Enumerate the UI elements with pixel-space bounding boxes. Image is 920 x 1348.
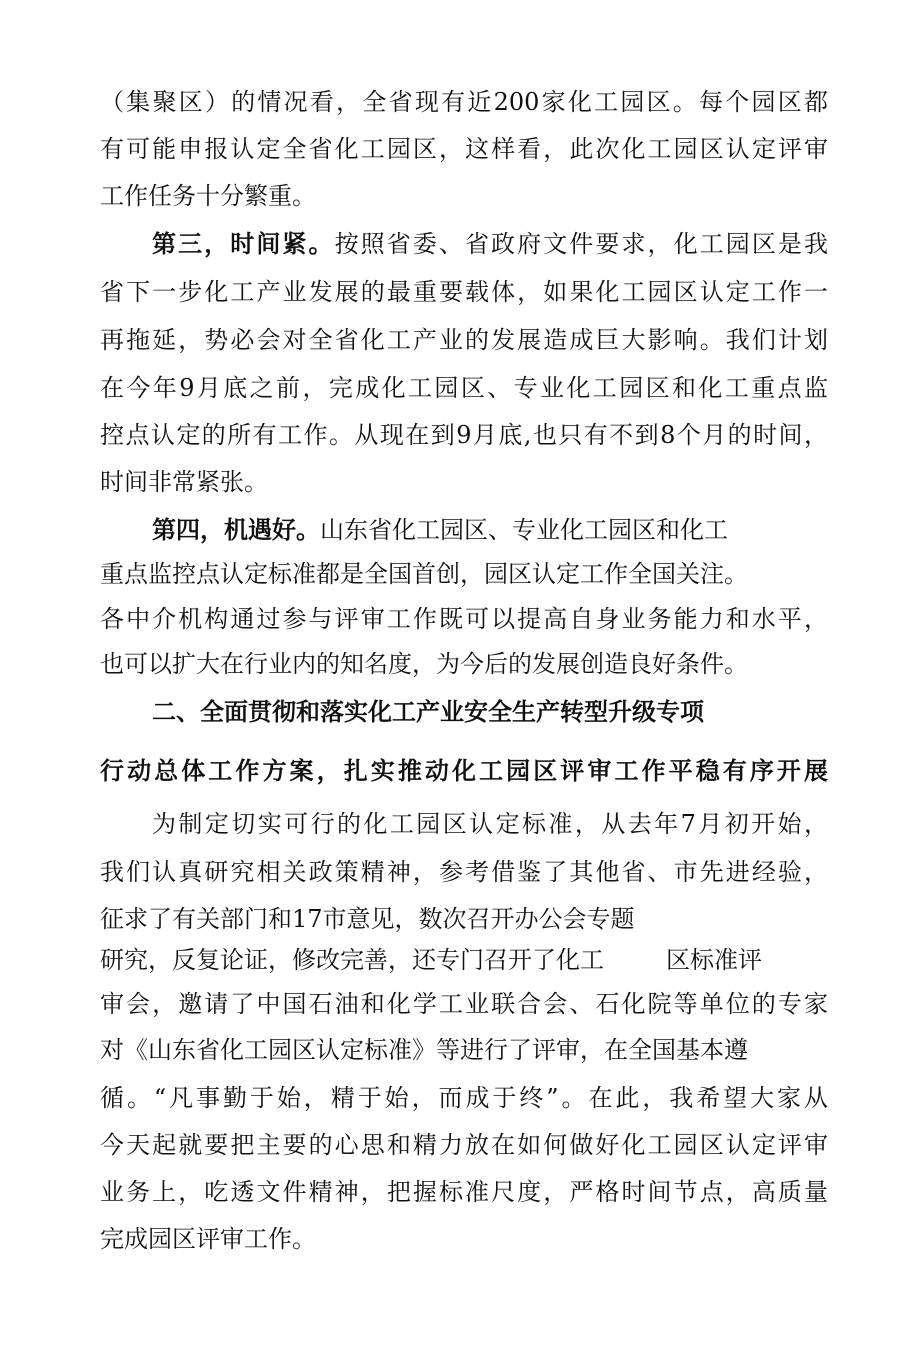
paragraph-4-line-6: 对《山东省化工园区认定标准》等进行了评审，在全国基本遵 — [100, 1036, 748, 1064]
paragraph-1-line-1: （集聚区）的情况看，全省现有近200家化工园区。每个园区都 — [100, 88, 828, 116]
paragraph-4-line-7: 循。“凡事勤于始，精于始，而成于终”。在此，我希望大家从 — [100, 1084, 828, 1112]
paragraph-2-line-3: 再拖延，势必会对全省化工产业的发展造成巨大影响。我们计划 — [100, 326, 828, 354]
paragraph-4-line-1: 为制定切实可行的化工园区认定标准，从去年7月初开始， — [152, 810, 828, 838]
paragraph-4-line-2: 我们认真研究相关政策精神，参考借鉴了其他省、市先进经验， — [100, 858, 828, 886]
paragraph-3-line-4: 也可以扩大在行业内的知名度，为今后的发展创造良好条件。 — [100, 650, 748, 678]
paragraph-4-line-4-part-1: 研究，反复论证，修改完善，还专门召开了化工 — [100, 946, 604, 974]
paragraph-4-line-3: 征求了有关部门和17市意见，数次召开办公会专题 — [100, 905, 635, 933]
section-heading-line-1: 二、全面贯彻和落实化工产业安全生产转型升级专项 — [152, 698, 704, 726]
paragraph-3-line-2: 重点监控点认定标准都是全国首创，园区认定工作全国关注。 — [100, 560, 748, 588]
paragraph-1-line-3: 工作任务十分繁重。 — [100, 182, 316, 210]
paragraph-2-line-1 — [152, 228, 828, 262]
paragraph-3-line-3: 各中介机构通过参与评审工作既可以提高自身业务能力和水平， — [100, 605, 828, 633]
paragraph-2-line-2: 省下一步化工产业发展的最重要载体，如果化工园区认定工作一 — [100, 278, 828, 306]
paragraph-2-line-5: 控点认定的所有工作。从现在到9月底,也只有不到8个月的时间， — [100, 421, 828, 449]
paragraph-2-line-6: 时间非常紧张。 — [100, 468, 268, 496]
paragraph-3-line-1-text: 山东省化工园区、专业化工园区和化工 — [320, 516, 728, 544]
paragraph-1-line-2: 有可能申报认定全省化工园区，这样看，此次化工园区认定评审 — [100, 135, 828, 163]
section-heading-line-2: 行动总体工作方案，扎实推动化工园区评审工作平稳有序开展 — [100, 757, 828, 785]
paragraph-3-lead: 第四，机遇好。 — [152, 516, 320, 544]
paragraph-4-line-8: 今天起就要把主要的心思和精力放在如何做好化工园区认定评审 — [100, 1131, 828, 1159]
paragraph-4-line-4 — [100, 944, 828, 978]
paragraph-4-line-10: 完成园区评审工作。 — [100, 1225, 316, 1253]
paragraph-2-line-4: 在今年9月底之前，完成化工园区、专业化工园区和化工重点监 — [100, 374, 828, 402]
paragraph-2-lead: 第三，时间紧。 — [152, 230, 335, 258]
paragraph-3-line-1 — [152, 514, 828, 548]
paragraph-4-line-4-part-2: 区标准评 — [666, 946, 762, 974]
paragraph-4-line-9: 业务上，吃透文件精神，把握标准尺度，严格时间节点，高质量 — [100, 1178, 828, 1206]
paragraph-4-line-5: 审会，邀请了中国石油和化学工业联合会、石化院等单位的专家 — [100, 990, 828, 1018]
paragraph-2-line-1-text: 按照省委、省政府文件要求，化工园区是我 — [334, 230, 828, 258]
